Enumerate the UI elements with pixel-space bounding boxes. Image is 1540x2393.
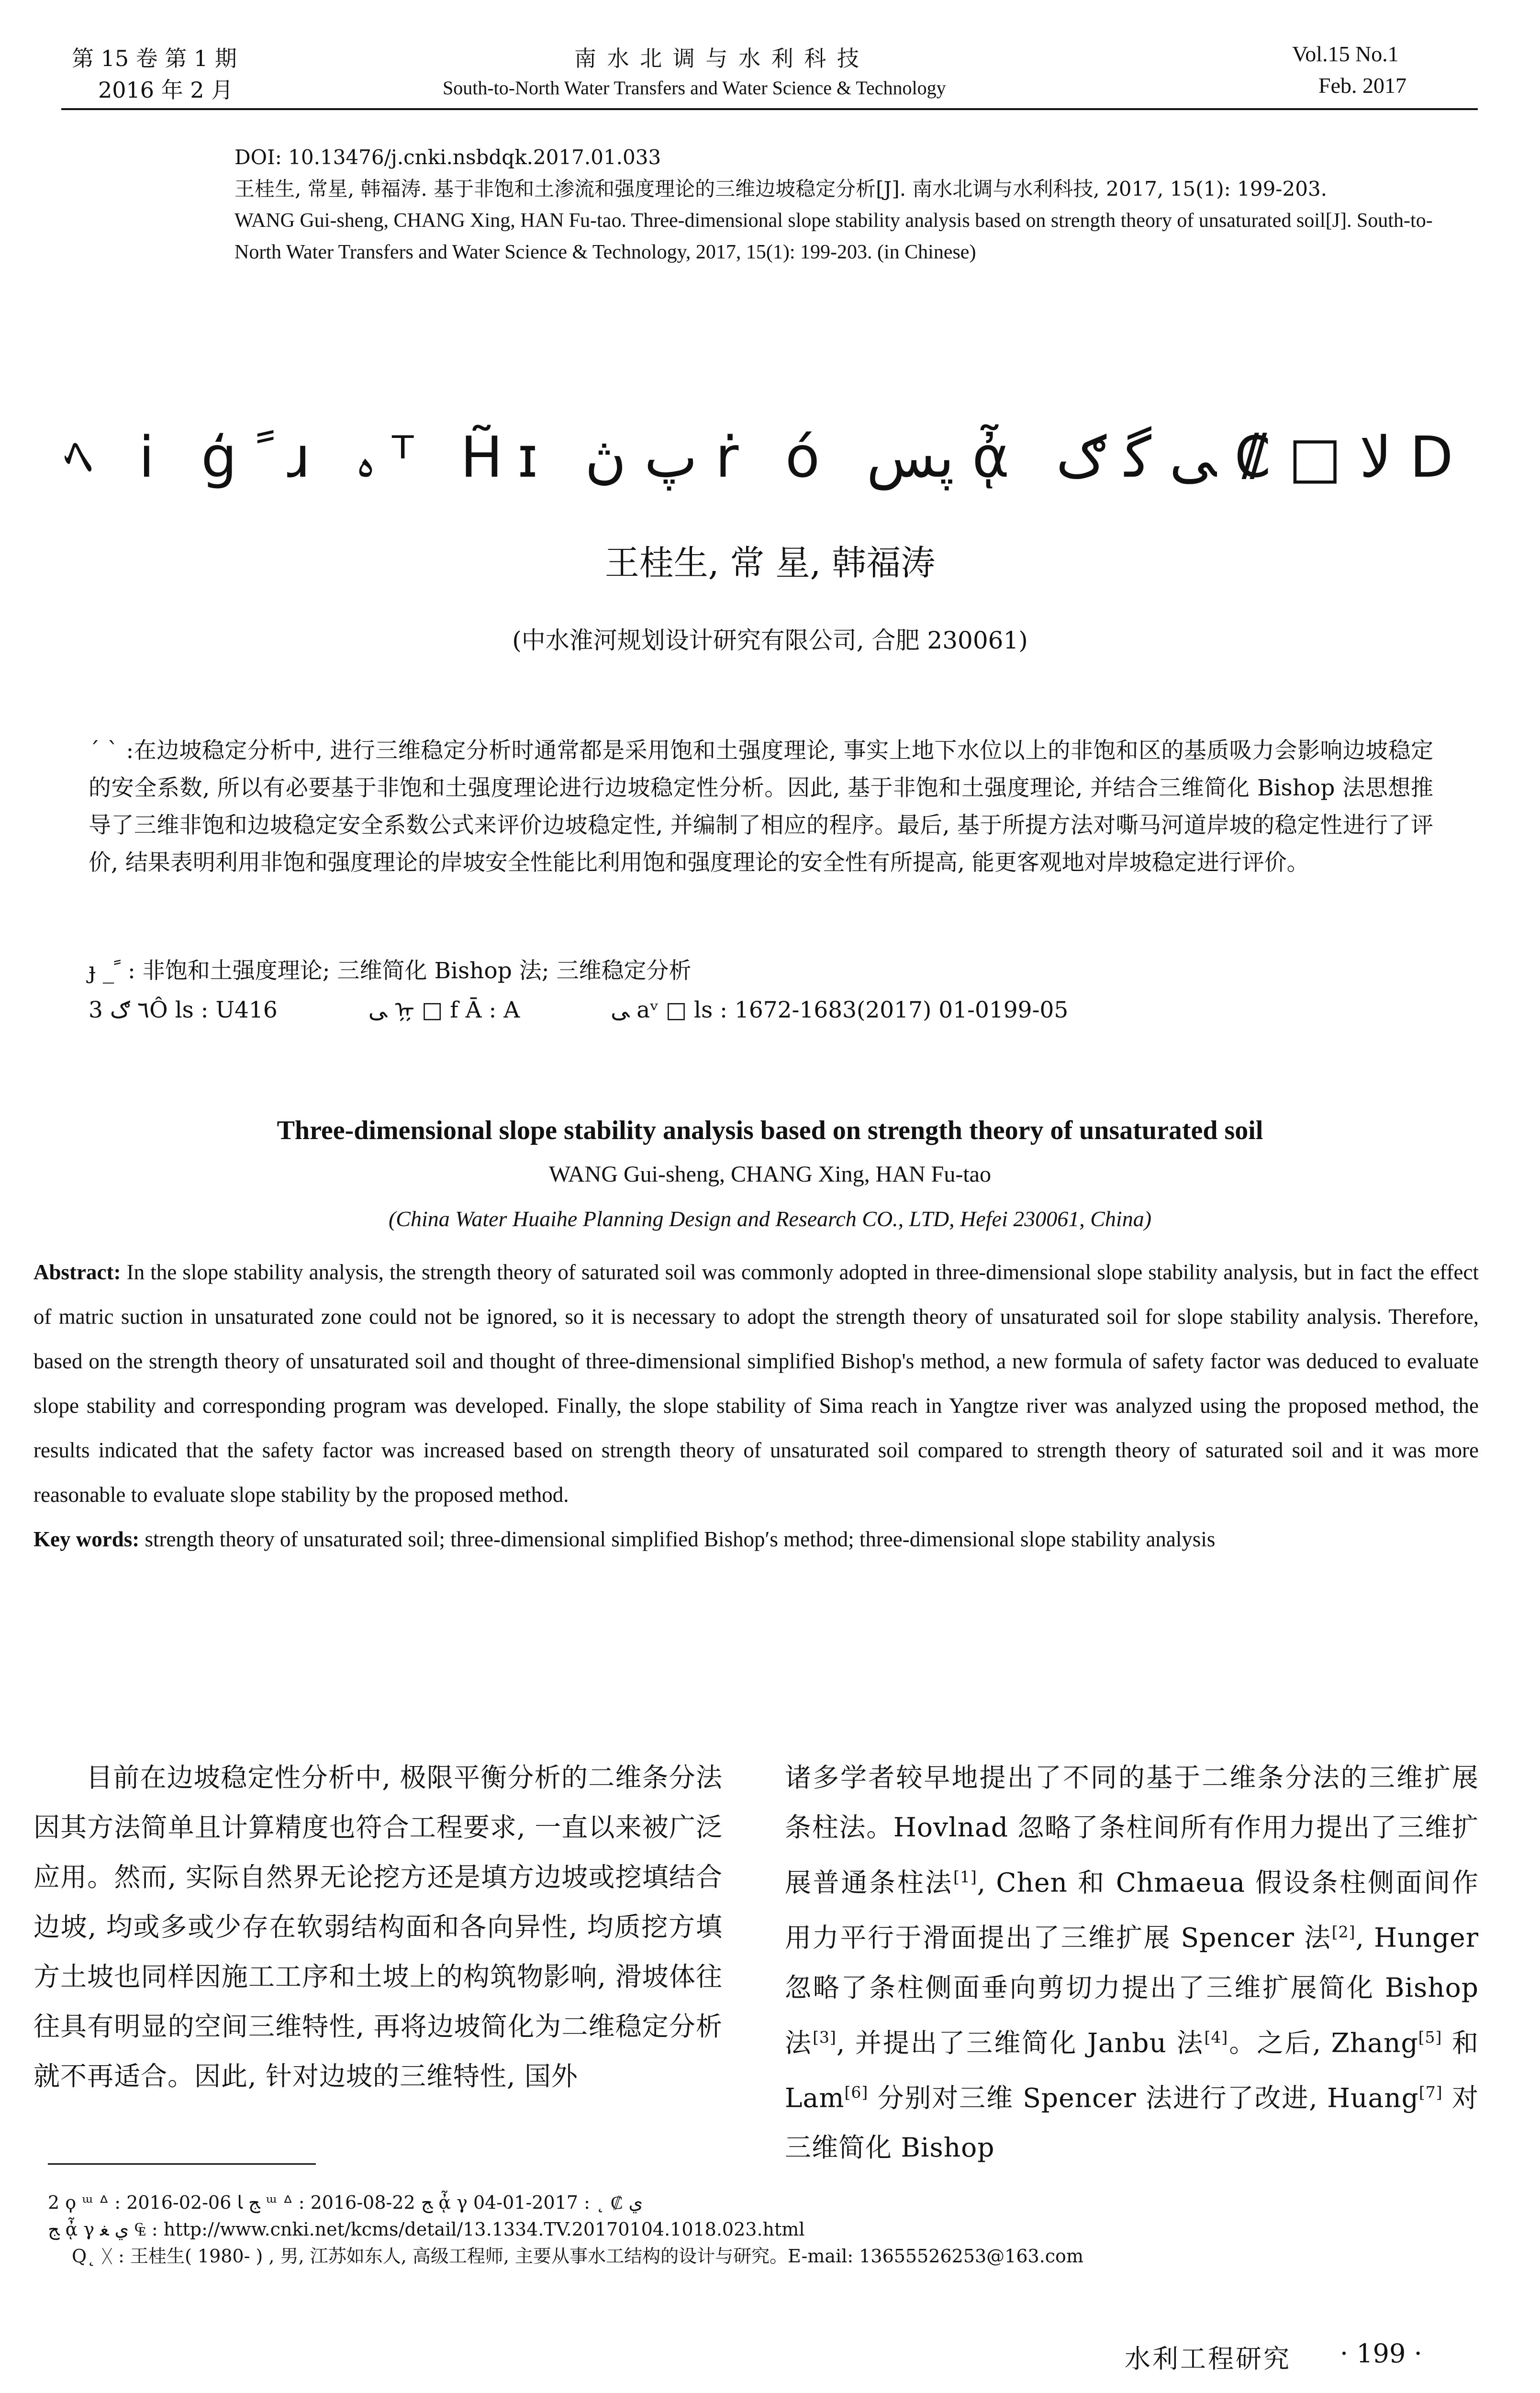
col2-text-d: , 并提出了三维简化 Janbu 法 [836, 2027, 1205, 2058]
keywords-cn-text: 非饱和土强度理论; 三维简化 Bishop 法; 三维稳定分析 [142, 958, 692, 984]
abstract-en-text: In the slope stability analysis, the strength theory of saturated soil was commonly adopted in three-dimensional slope stability analysis, but in fact the effect of matric suction in unsaturated zone could not be ignored, so it is necessary to adopt the strength theory of unsaturated soil for slope stability analysis. Therefore, based on the strength theory of unsaturated soil and thought of three-dimensional simplified Bishop's method, a new formula of safety factor was deduced to evaluate slope stability and corresponding program was developed. Finally, the slope stability of Sima reach in Yangtze river was analyzed using the proposed method, the results indicated that the safety factor was increased based on strength theory of unsaturated soil compared to strength theory of saturated soil and it was more reasonable to evaluate slope stability by the proposed method. [33, 1260, 1479, 1507]
col2-text-c: , Hunger 忽略了条柱侧面垂向剪切力提出了三维扩展简化 Bishop 法 [785, 1922, 1479, 2058]
header-volume-cn: 第 15 卷 第 1 期 [72, 45, 237, 71]
doi: DOI: 10.13476/j.cnki.nsbdqk.2017.01.033 [234, 145, 661, 169]
header-date-cn: 2016 年 2 月 [98, 77, 234, 103]
clc-value: U416 [215, 997, 278, 1023]
citation-block [234, 142, 1479, 268]
classification-line [89, 992, 1433, 1029]
body-column-1: 目前在边坡稳定性分析中, 极限平衡分析的二维条分法因其方法简单且计算精度也符合工程要求, 一直以来被广泛应用。然而, 实际自然界无论挖方还是填方边坡或挖填结合边坡, 均或多或少存在软弱结构面和各向异性, 均质挖方填方土坡也同样因施工工序和土坡上的构筑物影响, 滑坡体往往具有明显的空间三维特性, 再将边坡简化为二维稳定分析就不再适合。因此, 针对边坡的三维特性, 国外 [33, 1762, 723, 2091]
code-value: A [503, 997, 520, 1023]
col2-text-h: 对三维简化 Bishop [785, 2082, 1479, 2163]
affiliation-en: (China Water Huaihe Planning Design and Research CO., LTD, Hefei 230061, China) [388, 1207, 1152, 1231]
header-volume-en: Vol.15 No.1 [1292, 42, 1399, 66]
footnote-dates: 2 ϙ ᵚ ᐞ : 2016-02-06 ﺞ ﺎ ᵚ ᐞ : 2016-08-22 ﺞ ᾆ γ ﻱ ₡ ˛ : 2017-01-04 [48, 2192, 643, 2213]
authors-en: WANG Gui-sheng, CHANG Xing, HAN Fu-tao [549, 1162, 991, 1187]
body-column-2 [785, 1753, 1479, 2172]
keywords-en-text: strength theory of unsaturated soil; three-dimensional simplified Bishop′s method; three-dimensional slope stability analysis [145, 1527, 1216, 1551]
header-journal-cn: 南 水 北 调 与 水 利 科 技 [574, 45, 861, 71]
abstract-cn-label: ˊ ˋ : [89, 738, 134, 764]
footer-section: 水利工程研究 [1125, 2344, 1291, 2374]
authors-cn: 王桂生, 常 星, 韩福涛 [604, 543, 936, 583]
ref-7: [7] [1418, 2082, 1443, 2102]
keywords-en-label: Key words: [33, 1527, 140, 1551]
ref-6: [6] [844, 2082, 869, 2102]
clc-label: 3 ٦ ګÔ ls : [89, 997, 209, 1023]
abstract-cn [89, 732, 1433, 882]
header-rule [61, 108, 1478, 110]
title-en: Three-dimensional slope stability analysis based on strength theory of unsaturated soil [277, 1116, 1263, 1145]
ref-5: [5] [1418, 2027, 1442, 2046]
ref-3: [3] [813, 2027, 837, 2046]
header-journal-en: South-to-North Water Transfers and Water Science & Technology [443, 77, 946, 99]
ref-2: [2] [1331, 1923, 1356, 1942]
abstract-en [33, 1250, 1479, 1562]
affiliation-cn: (中水淮河规划设计研究有限公司, 合肥 230061) [512, 626, 1028, 654]
page-number: · 199 · [1340, 2338, 1422, 2369]
col2-text-f: 和 Lam [785, 2027, 1479, 2113]
footnote-author: Q˛ ᚷ : 王桂生( 1980- ) , 男, 江苏如东人, 高级工程师, 主要从事水工结构的设计与研究。E-mail: 13655526253@163.com [72, 2246, 1083, 2267]
article-label: ﯽ aᵛ □ ls : [611, 997, 727, 1023]
code-label: ﯽ ᡍ □ f Ā : [368, 997, 497, 1023]
title-cn: ﾍ i ģ ً ɹ ﮦ ᵀ H̃ɪ پ ڽ ṙ ó پس ᾆ ﻻ □ ₡ ﯽ ﮔ ګ D [64, 424, 1468, 490]
abstract-en-label: Abstract: [33, 1260, 121, 1284]
abstract-cn-text: 在边坡稳定分析中, 进行三维稳定分析时通常都是采用饱和土强度理论, 事实上地下水位以上的非饱和区的基质吸力会影响边坡稳定的安全系数, 所以有必要基于非饱和土强度理论进行边坡稳定性分析。因此, 基于非饱和土强度理论, 并结合三维简化 Bishop 法思想推导了三维非饱和边坡稳定安全系数公式来评价边坡稳定性, 并编制了相应的程序。最后, 基于所提方法对嘶马河道岸坡的稳定性进行了评价, 结果表明利用非饱和强度理论的岸坡安全性能比利用饱和强度理论的安全性有所提高, 能更客观地对岸坡稳定进行评价。 [89, 738, 1434, 876]
header-date-en: Feb. 2017 [1318, 73, 1406, 98]
ref-1: [1] [953, 1867, 977, 1886]
footnote-url: ﺞ ᾆ γ ﻱ ﻐ ₠ : http://www.cnki.net/kcms/detail/13.1334.TV.20170104.1018.023.html [48, 2219, 805, 2240]
col2-text-g: 分别对三维 Spencer 法进行了改进, Huang [868, 2082, 1419, 2113]
citation-cn: 王桂生, 常星, 韩福涛. 基于非饱和土渗流和强度理论的三维边坡稳定分析[J]. 南水北调与水利科技, 2017, 15(1): 199-203. [234, 177, 1328, 201]
citation-en: WANG Gui-sheng, CHANG Xing, HAN Fu-tao. Three-dimensional slope stability analysis based on strength theory of unsaturated soil[J]. South-to-North Water Transfers and Water Science & Technology, 2017, 15(1): 199-203. (in Chinese) [234, 210, 1433, 263]
footnotes [48, 2189, 1484, 2270]
footnote-rule [48, 2163, 316, 2165]
col2-text-a: 诸多学者较早地提出了不同的基于二维条分法的三维扩展条柱法。Hovlnad 忽略了条柱间所有作用力提出了三维扩展普通条柱法 [785, 1762, 1479, 1898]
ref-4: [4] [1204, 2027, 1228, 2046]
col2-text-e: 。之后, Zhang [1228, 2027, 1418, 2058]
keywords-cn-label: ɟ _ ً : [89, 958, 135, 984]
col2-text-b: , Chen 和 Chmaeua 假设条柱侧面间作用力平行于滑面提出了三维扩展 Spencer 法 [785, 1867, 1479, 1953]
article-value: 1672-1683(2017) 01-0199-05 [734, 997, 1069, 1023]
keywords-cn [89, 952, 1433, 990]
